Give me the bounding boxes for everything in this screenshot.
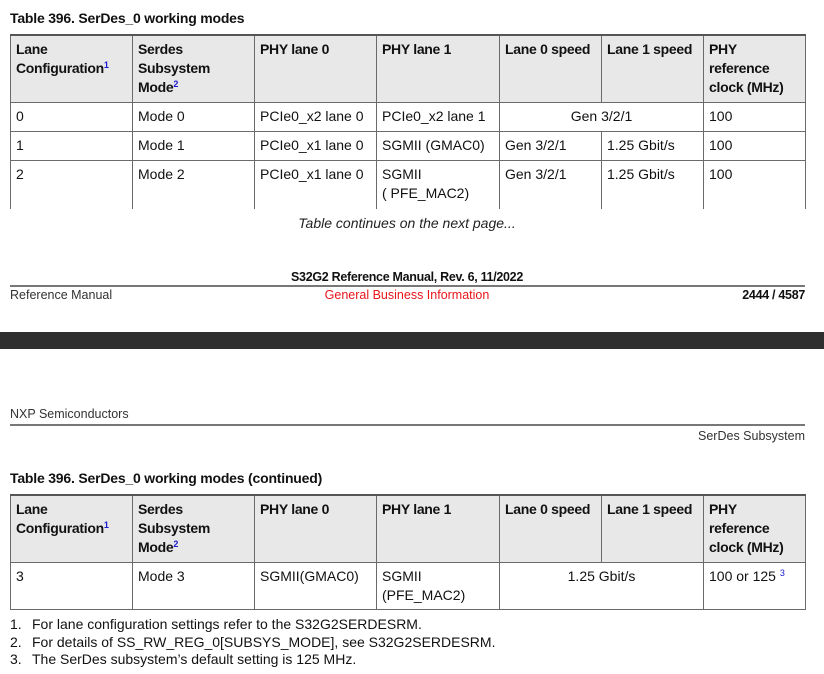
footnote-number: 2. [10,633,22,650]
header-text: Serdes [138,41,183,57]
header-text: Lane [16,41,48,57]
table-row [11,102,806,131]
header-text: Subsystem [138,520,210,536]
cell-mode: Mode 1 [133,131,255,160]
header-text: PHY [709,41,737,57]
cell-speed-merged: Gen 3/2/1 [500,102,704,131]
header-serdes-subsystem-mode [133,35,255,102]
header-phy-lane-0: PHY lane 0 [255,495,377,562]
cell-lane-config: 3 [11,562,133,609]
footnote-ref-2[interactable]: 2 [173,79,179,89]
footnote-ref-1[interactable]: 1 [103,60,109,70]
working-modes-table [10,34,806,209]
header-lane-configuration [11,495,133,562]
header-lane-0-speed: Lane 0 speed [500,495,602,562]
header-text: Configuration [16,60,104,76]
cell-text: 100 or 125 [709,567,776,584]
header-lane-0-speed: Lane 0 speed [500,35,602,102]
cell-text: ( PFE_MAC2) [382,184,470,201]
footer-divider [10,285,805,287]
footer-page-number: 2444 / 4587 [742,288,805,302]
footnote-item [10,634,495,652]
cell-lane-1-speed: 1.25 Gbit/s [602,131,704,160]
footer-document-title: S32G2 Reference Manual, Rev. 6, 11/2022 [291,270,523,284]
footnote-number: 3. [10,651,22,667]
table-header-row [11,35,806,102]
cell-ref-clock: 100 [704,160,806,209]
cell-mode: Mode 0 [133,102,255,131]
header-text: Subsystem [138,60,210,76]
header-lane-1-speed: Lane 1 speed [602,35,704,102]
table-row [11,131,806,160]
cell-ref-clock: 100 [704,102,806,131]
cell-phy-lane-0: PCIe0_x2 lane 0 [255,102,377,131]
table-title: Table 396. SerDes_0 working modes [10,10,245,26]
cell-phy-lane-0: SGMII(GMAC0) [255,562,377,609]
page-separator [0,332,824,349]
cell-lane-config: 2 [11,160,133,209]
footnote-ref-1[interactable]: 1 [103,520,109,530]
header-text: Serdes [138,501,183,517]
cell-text: SGMII [382,165,422,182]
table-continues-note: Table continues on the next page... [298,215,516,231]
header-text: Mode [138,79,174,95]
header-company: NXP Semiconductors [10,407,129,421]
cell-phy-lane-1 [377,562,500,609]
table-row [11,562,806,609]
cell-ref-clock [704,562,806,609]
header-text: Lane [16,501,48,517]
table-row [11,160,806,209]
header-phy-lane-0: PHY lane 0 [255,35,377,102]
header-text: clock (MHz) [709,79,784,95]
cell-phy-lane-1: SGMII (GMAC0) [377,131,500,160]
header-section: SerDes Subsystem [698,429,805,443]
header-phy-lane-1: PHY lane 1 [377,35,500,102]
cell-text: (PFE_MAC2) [382,586,466,603]
cell-lane-1-speed: 1.25 Gbit/s [602,160,704,209]
footnote-ref-2[interactable]: 2 [173,539,179,549]
footer-left: Reference Manual [10,288,113,302]
footnote-text: For details of SS_RW_REG_0[SUBSYS_MODE], see S32G2SERDESRM. [32,633,496,650]
cell-phy-lane-0: PCIe0_x1 lane 0 [255,160,377,209]
header-phy-reference-clock [704,495,806,562]
table-footnotes [10,616,495,669]
cell-speed-merged: 1.25 Gbit/s [500,562,704,609]
cell-lane-config: 0 [11,102,133,131]
header-serdes-subsystem-mode [133,495,255,562]
working-modes-table-continued [10,494,806,610]
header-text: Configuration [16,520,104,536]
footer-classification: General Business Information [324,288,490,302]
cell-text: SGMII [382,567,422,584]
cell-mode: Mode 3 [133,562,255,609]
header-text: Mode [138,539,174,555]
cell-lane-0-speed: Gen 3/2/1 [500,160,602,209]
header-divider [10,424,805,426]
header-lane-1-speed: Lane 1 speed [602,495,704,562]
cell-lane-0-speed: Gen 3/2/1 [500,131,602,160]
header-lane-configuration [11,35,133,102]
cell-lane-config: 1 [11,131,133,160]
footnote-text: The SerDes subsystem’s default setting is 125 MHz. [32,651,357,667]
cell-phy-lane-0: PCIe0_x1 lane 0 [255,131,377,160]
footnote-ref-3[interactable]: 3 [779,567,785,578]
table-title-continued: Table 396. SerDes_0 working modes (continued) [10,470,323,486]
header-text: reference [709,520,770,536]
cell-phy-lane-1 [377,160,500,209]
footnote-number: 1. [10,616,22,632]
header-phy-reference-clock [704,35,806,102]
table-header-row [11,495,806,562]
cell-ref-clock: 100 [704,131,806,160]
header-phy-lane-1: PHY lane 1 [377,495,500,562]
header-text: clock (MHz) [709,539,784,555]
footnote-item [10,651,495,669]
header-text: reference [709,60,770,76]
footnote-text: For lane configuration settings refer to the S32G2SERDESRM. [32,616,422,632]
cell-mode: Mode 2 [133,160,255,209]
footnote-item [10,616,495,634]
header-text: PHY [709,501,737,517]
cell-phy-lane-1: PCIe0_x2 lane 1 [377,102,500,131]
